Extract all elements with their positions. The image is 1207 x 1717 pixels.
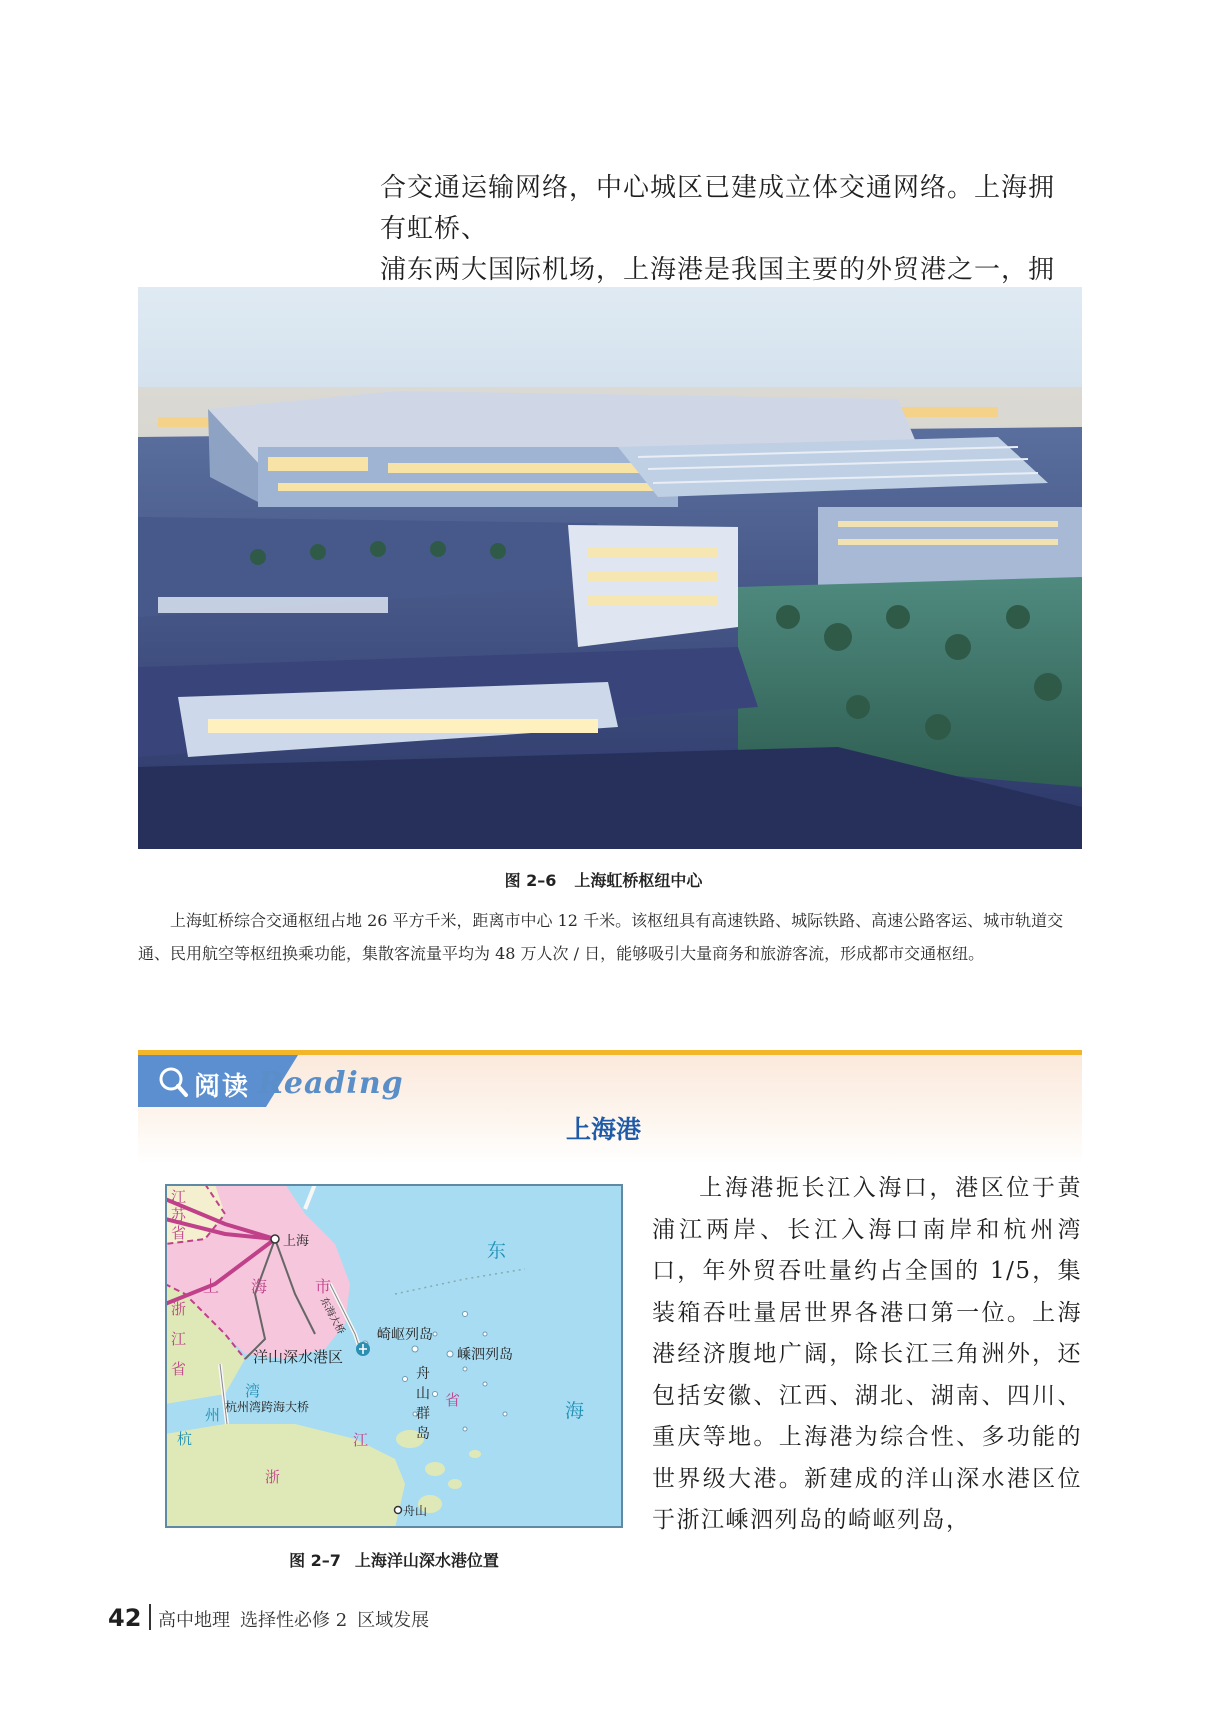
figure-2-6-caption <box>0 868 1207 891</box>
reading-paragraph <box>652 1168 1082 1542</box>
map-label-zhejiang: 省 <box>171 1360 187 1378</box>
map-label-shanghai-city: 上 <box>203 1277 220 1296</box>
page-number: 42 <box>108 1604 142 1632</box>
map-label-shengsi-islands: 嵊泗列岛 <box>457 1347 513 1363</box>
intro-line: 合交通运输网络，中心城区已建成立体交通网络。上海拥有虹桥、 <box>380 173 1056 244</box>
map-label-bay-bridge: 杭州湾跨海大桥 <box>225 1400 310 1414</box>
figure-title: 上海洋山深水港位置 <box>354 1551 499 1570</box>
map-label-zhoushan-islands: 山 <box>416 1386 430 1402</box>
map-label-sea-hai: 海 <box>565 1400 585 1422</box>
map-label-donghai-bridge: 东海大桥 <box>317 1295 347 1337</box>
map-label-hangzhou-bay: 杭 <box>177 1430 193 1448</box>
hongqiao-hub-photo <box>138 287 1082 849</box>
map-label-qiqu-islands: 崎岖列岛 <box>377 1327 433 1343</box>
map-label-zhejiang-sea: 江 <box>353 1431 369 1449</box>
figure-title: 上海虹桥枢纽中心 <box>574 871 703 890</box>
footer-divider <box>149 1604 151 1630</box>
yangshan-location-map <box>165 1184 623 1528</box>
map-label-zhoushan-point: 舟山 <box>403 1504 428 1518</box>
magnifier-icon <box>156 1068 178 1098</box>
footer-book: 高中地理 <box>158 1610 230 1631</box>
map-label-shanghai-city: 市 <box>315 1277 332 1296</box>
footer-volume: 选择性必修 2 <box>240 1610 348 1631</box>
figure-2-6-description: 上海虹桥综合交通枢纽占地 26 平方千米，距离市中心 12 千米。该枢纽具有高速铁路、城际铁路、高速公路客运、城市轨道交通、民用航空等枢纽换乘功能，集散客流量平均为 48 万人次 / 日，能够吸引大量商务和旅游客流，形成都市交通枢纽。 <box>138 911 1064 963</box>
map-label-jiangsu: 江 <box>171 1188 187 1206</box>
reading-label: 阅读 <box>194 1072 251 1102</box>
map-label-jiangsu: 苏 <box>171 1206 187 1224</box>
figure-2-7-caption <box>165 1548 623 1571</box>
map-label-jiangsu: 省 <box>171 1224 187 1242</box>
reading-title: 上海港 <box>565 1115 641 1144</box>
map-label-sea-dong: 东 <box>487 1240 507 1262</box>
map-label-zhejiang: 江 <box>171 1330 187 1348</box>
map-label-zhejiang-sea: 浙 <box>265 1468 281 1486</box>
intro-line: 浦东两大国际机场，上海港是我国主要的外贸港之一，拥 <box>380 255 1056 285</box>
map-label-yangshan-port: 洋山深水港区 <box>253 1348 344 1366</box>
map-label-hangzhou-bay: 湾 <box>245 1382 261 1400</box>
map-label-zhejiang-sea: 省 <box>445 1391 461 1409</box>
reading-paragraph-text: 上海港扼长江入海口，港区位于黄浦江两岸、长江入海口南岸和杭州湾口，年外贸吞吐量约占全国的 1/5，集装箱吞吐量居世界各港口第一位。上海港经济腹地广阔，除长江三角洲外，还包括安徽、江西、湖北、湖南、四川、重庆等地。上海港为综合性、多功能的世界级大港。新建成的洋山深水港区位于浙江嵊泗列岛的崎岖列岛， <box>652 1175 1082 1533</box>
figure-number: 图 2–7 <box>289 1551 341 1570</box>
footer-book-info <box>158 1606 429 1632</box>
map-label-zhoushan-islands: 岛 <box>416 1426 430 1442</box>
map-label-zhoushan-islands: 舟 <box>416 1366 430 1382</box>
footer-chapter: 区域发展 <box>357 1610 430 1631</box>
reading-label-en: Reading <box>258 1066 404 1101</box>
map-label-shanghai-point: 上海 <box>283 1234 310 1249</box>
map-label-shanghai-city: 海 <box>251 1277 268 1296</box>
map-label-hangzhou-bay: 州 <box>205 1406 221 1424</box>
map-label-zhoushan-islands: 群 <box>416 1406 430 1422</box>
figure-number: 图 2–6 <box>504 871 557 890</box>
map-label-zhejiang: 浙 <box>171 1300 187 1318</box>
